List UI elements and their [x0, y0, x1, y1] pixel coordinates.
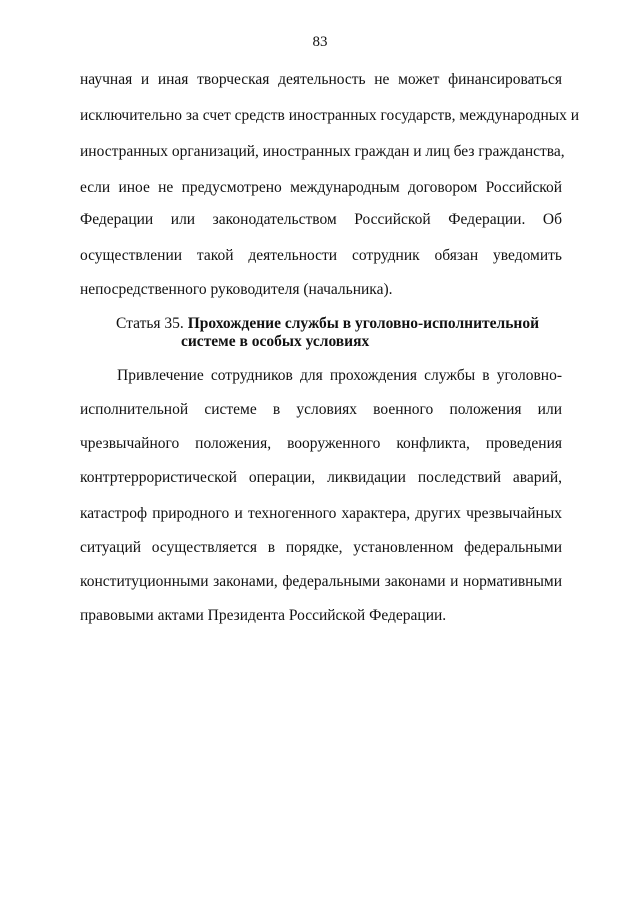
text-line: конституционными законами, федеральными законами и нормативными [80, 573, 562, 590]
text-line: ситуаций осуществляется в порядке, установленном федеральными [80, 539, 562, 556]
article-number: Статья 35. [116, 315, 184, 332]
text-line: Привлечение сотрудников для прохождения службы в уголовно- [117, 367, 562, 384]
article-title-part-2: системе в особых условиях [181, 333, 370, 350]
article-title-part-1: Прохождение службы в уголовно-исполнительной [187, 315, 540, 332]
article-heading-line-2 [181, 332, 369, 352]
text-line: правовыми актами Президента Российской Федерации. [80, 607, 447, 624]
text-line: осуществлении такой деятельности сотрудник обязан уведомить [80, 247, 562, 264]
page-number: 83 [312, 34, 328, 50]
article-heading-line-1 [116, 314, 539, 334]
text-line: научная и иная творческая деятельность не может финансироваться [80, 71, 562, 88]
text-line: катастроф природного и техногенного характера, других чрезвычайных [80, 505, 562, 522]
text-line: исключительно за счет средств иностранных государств, международных и [80, 107, 580, 124]
text-line: исполнительной системе в условиях военного положения или [80, 401, 562, 418]
text-line: если иное не предусмотрено международным договором Российской [80, 179, 562, 196]
text-line: иностранных организаций, иностранных граждан и лиц без гражданства, [80, 143, 565, 160]
text-line: чрезвычайного положения, вооруженного конфликта, проведения [80, 435, 562, 452]
text-line: контртеррористической операции, ликвидации последствий аварий, [80, 469, 562, 486]
text-line: Федерации или законодательством Российской Федерации. Об [80, 211, 562, 228]
text-line: непосредственного руководителя (начальника). [80, 281, 393, 298]
